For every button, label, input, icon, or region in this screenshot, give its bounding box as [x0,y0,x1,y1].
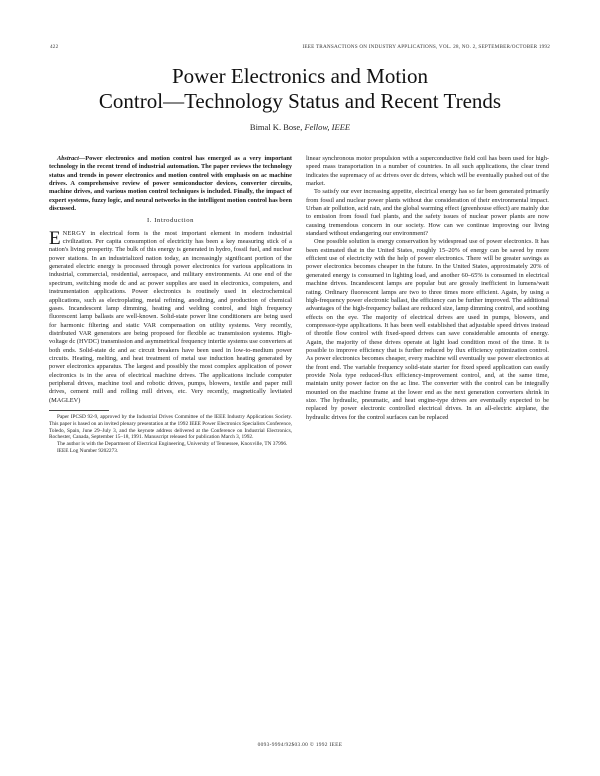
paragraph-energy-environment: To satisfy our ever increasing appetite, electrical energy has so far been generated primarily from fossil and nuclear power plants without due consideration of their environmental impact. Urban air pollution, acid rain, and the global warming effect (greenhouse effect) are mainly due to emission from fossil fuel plants, and the safety issues of nuclear power plants are now causing tremendous concern in our society. How can we continue improving our living standard without endangering our environment? [306,188,549,238]
footnote-affiliation: The author is with the Department of Electrical Engineering, University of Tennessee, Knoxville, TN 37996. [57,441,288,448]
running-header [50,44,550,54]
title-line-2: Control—Technology Status and Recent Trends [98,89,502,113]
author-name: Bimal K. Bose, [249,122,303,132]
journal-header: IEEE TRANSACTIONS ON INDUSTRY APPLICATIONS, VOL. 28, NO. 2, SEPTEMBER/OCTOBER 1992 [302,44,550,50]
author-line [40,122,560,132]
abstract-label: Abstract [57,155,79,162]
copyright-id: 0093-9994/92$03.00 © 1992 IEEE [257,742,343,748]
footnote-log-number: IEEE Log Number 9202273. [57,447,119,454]
intro-text: in electrical form is the most important element in modern industrial civilization. Per capita consumption of electricity has been a key measuring stick of a nation's living prosperity. The bulk of this energy is generated in hydro, fossil fuel, and nuclear power stations. In an industrialized nation today, an increasingly significant portion of the generated electric energy is processed through power electronics for various applications in industrial, commercial, residential, aerospace, and military environments. At one end of the spectrum, switching mode dc and ac power supplies are used in electronics, computers, and instrumentation applications. Power electronics is routinely used in electrochemical applications, such as electroplating, metal refining, anodizing, and production of chemical gases. Incandescent lamp dimming, heating and welding control, and high frequency fluorescent lamp ballasts are well-known. Solid-state power line conditioners are being used for harmonic filtering and static VAR compensation on utility systems. Very recently, distributed VAR generators are being proposed for flexible ac transmission systems. High-voltage dc (HVDC) transmission and asymmetrical frequency intertie systems use converters at both ends. Solid-state dc and ac circuit breakers have been used in low-to-medium power circuits. Heating, melting, and heat treatment of metal use induction heating generated by power electronics apparatus. The largest and possibly the most complex application of power electronics is in the area of electrical machine drives. The applications include computer peripheral drives, machine tool and robotic drives, pumps, blowers, textile and paper mill drives, cement mill and rolling mill drives, etc. Very recently, magnetically levitated (MAGLEV) [49,229,292,404]
drop-cap: E [49,227,61,249]
right-column [306,155,549,422]
abstract [49,155,292,213]
title-line-1: Power Electronics and Motion [171,64,429,88]
section-heading-introduction: I. Introduction [146,217,195,225]
footnote-paper-info: Paper IPCSD 92-9, approved by the Industrial Drives Committee of the IEEE Industry Applications Society. This paper is based on an invited plenary presentation at the 1992 IEEE Power Electronics Specialists Conference, Toledo, Spain, June 29–July 3, and the keynote address delivered at the Conference on Industrial Electronics, Rochester, Canada, September 15–18, 1991. Manuscript released for publication March 3, 1992. [49,413,292,441]
lead-caps: NERGY [62,229,86,237]
paragraph-energy-conservation: One possible solution is energy conservation by widespread use of power electronics. It has been estimated that in the United States, roughly 15–20% of energy can be saved by more efficient use of electricity with the help of power electronics. There will be greater savings as power electronics becomes cheaper in the future. In the United States, approximately 20% of generated energy is consumed in lighting load, and another 60–65% is consumed in electrical machine drives. Incandescent lamps are popular but are grossly inefficient in lumens/watt rating. Ordinary fluorescent lamps are two to three times more efficient. Again, by using a high-frequency power electronic ballast, the efficiency can be further improved. The additional advantages of the high-frequency ballast are reduced size, lamp dimming control, and soothing effects on the eye. The majority of electrical drives are used in pumps, blowers, and compressor-type applications. It has been well established that adjustable speed drives instead of throttle flow control with fixed-speed drives can save considerable amounts of energy. Again, the majority of these drives operate at light load condition most of the time. It is possible to improve efficiency that is further reduced by flux efficiency optimization control. As power electronics becomes cheaper, every machine will eventually use power electronics at the front end. The variable frequency solid-state starter for fixed speed application can easily provide Nola type reduced-flux efficiency-improvement control, and, at the same time, maintain unity power factor on the ac line. The converter with the control can be integrally mounted on the machine frame at the lower end as the next generation converters shrink in size. The hydraulic, pneumatic, and heat engine-type drives are eventually expected to be replaced by power electronic controlled electrical drives. In an all-electric airplane, the hydraulic drives for the control surfaces can be replaced [306,238,549,421]
intro-paragraph [49,227,292,405]
abstract-text: —Power electronics and motion control has emerged as a very important technology in the recent trend of industrial automation. The paper reviews the technology status and trends in power electronics and motion control with emphasis on ac machine drives. A comprehensive review of power semiconductor devices, converter circuits, machine drives, and various motion control techniques is included. Finally, the impact of expert systems, fuzzy logic, and neural networks in the intelligent motion control has been discussed. [49,155,292,213]
paper-title [40,64,560,114]
footnote-divider [49,410,109,411]
left-column [49,155,292,455]
author-grade: Fellow, IEEE [304,122,351,132]
paragraph-continued: linear synchronous motor propulsion with a superconductive field coil has been used for high-speed mass transportation in a number of countries. In all such applications, the clear trend indicates the supremacy of ac drives over dc drives, which will be eventually pushed out of the market. [306,155,549,188]
page-number: 422 [50,44,59,50]
